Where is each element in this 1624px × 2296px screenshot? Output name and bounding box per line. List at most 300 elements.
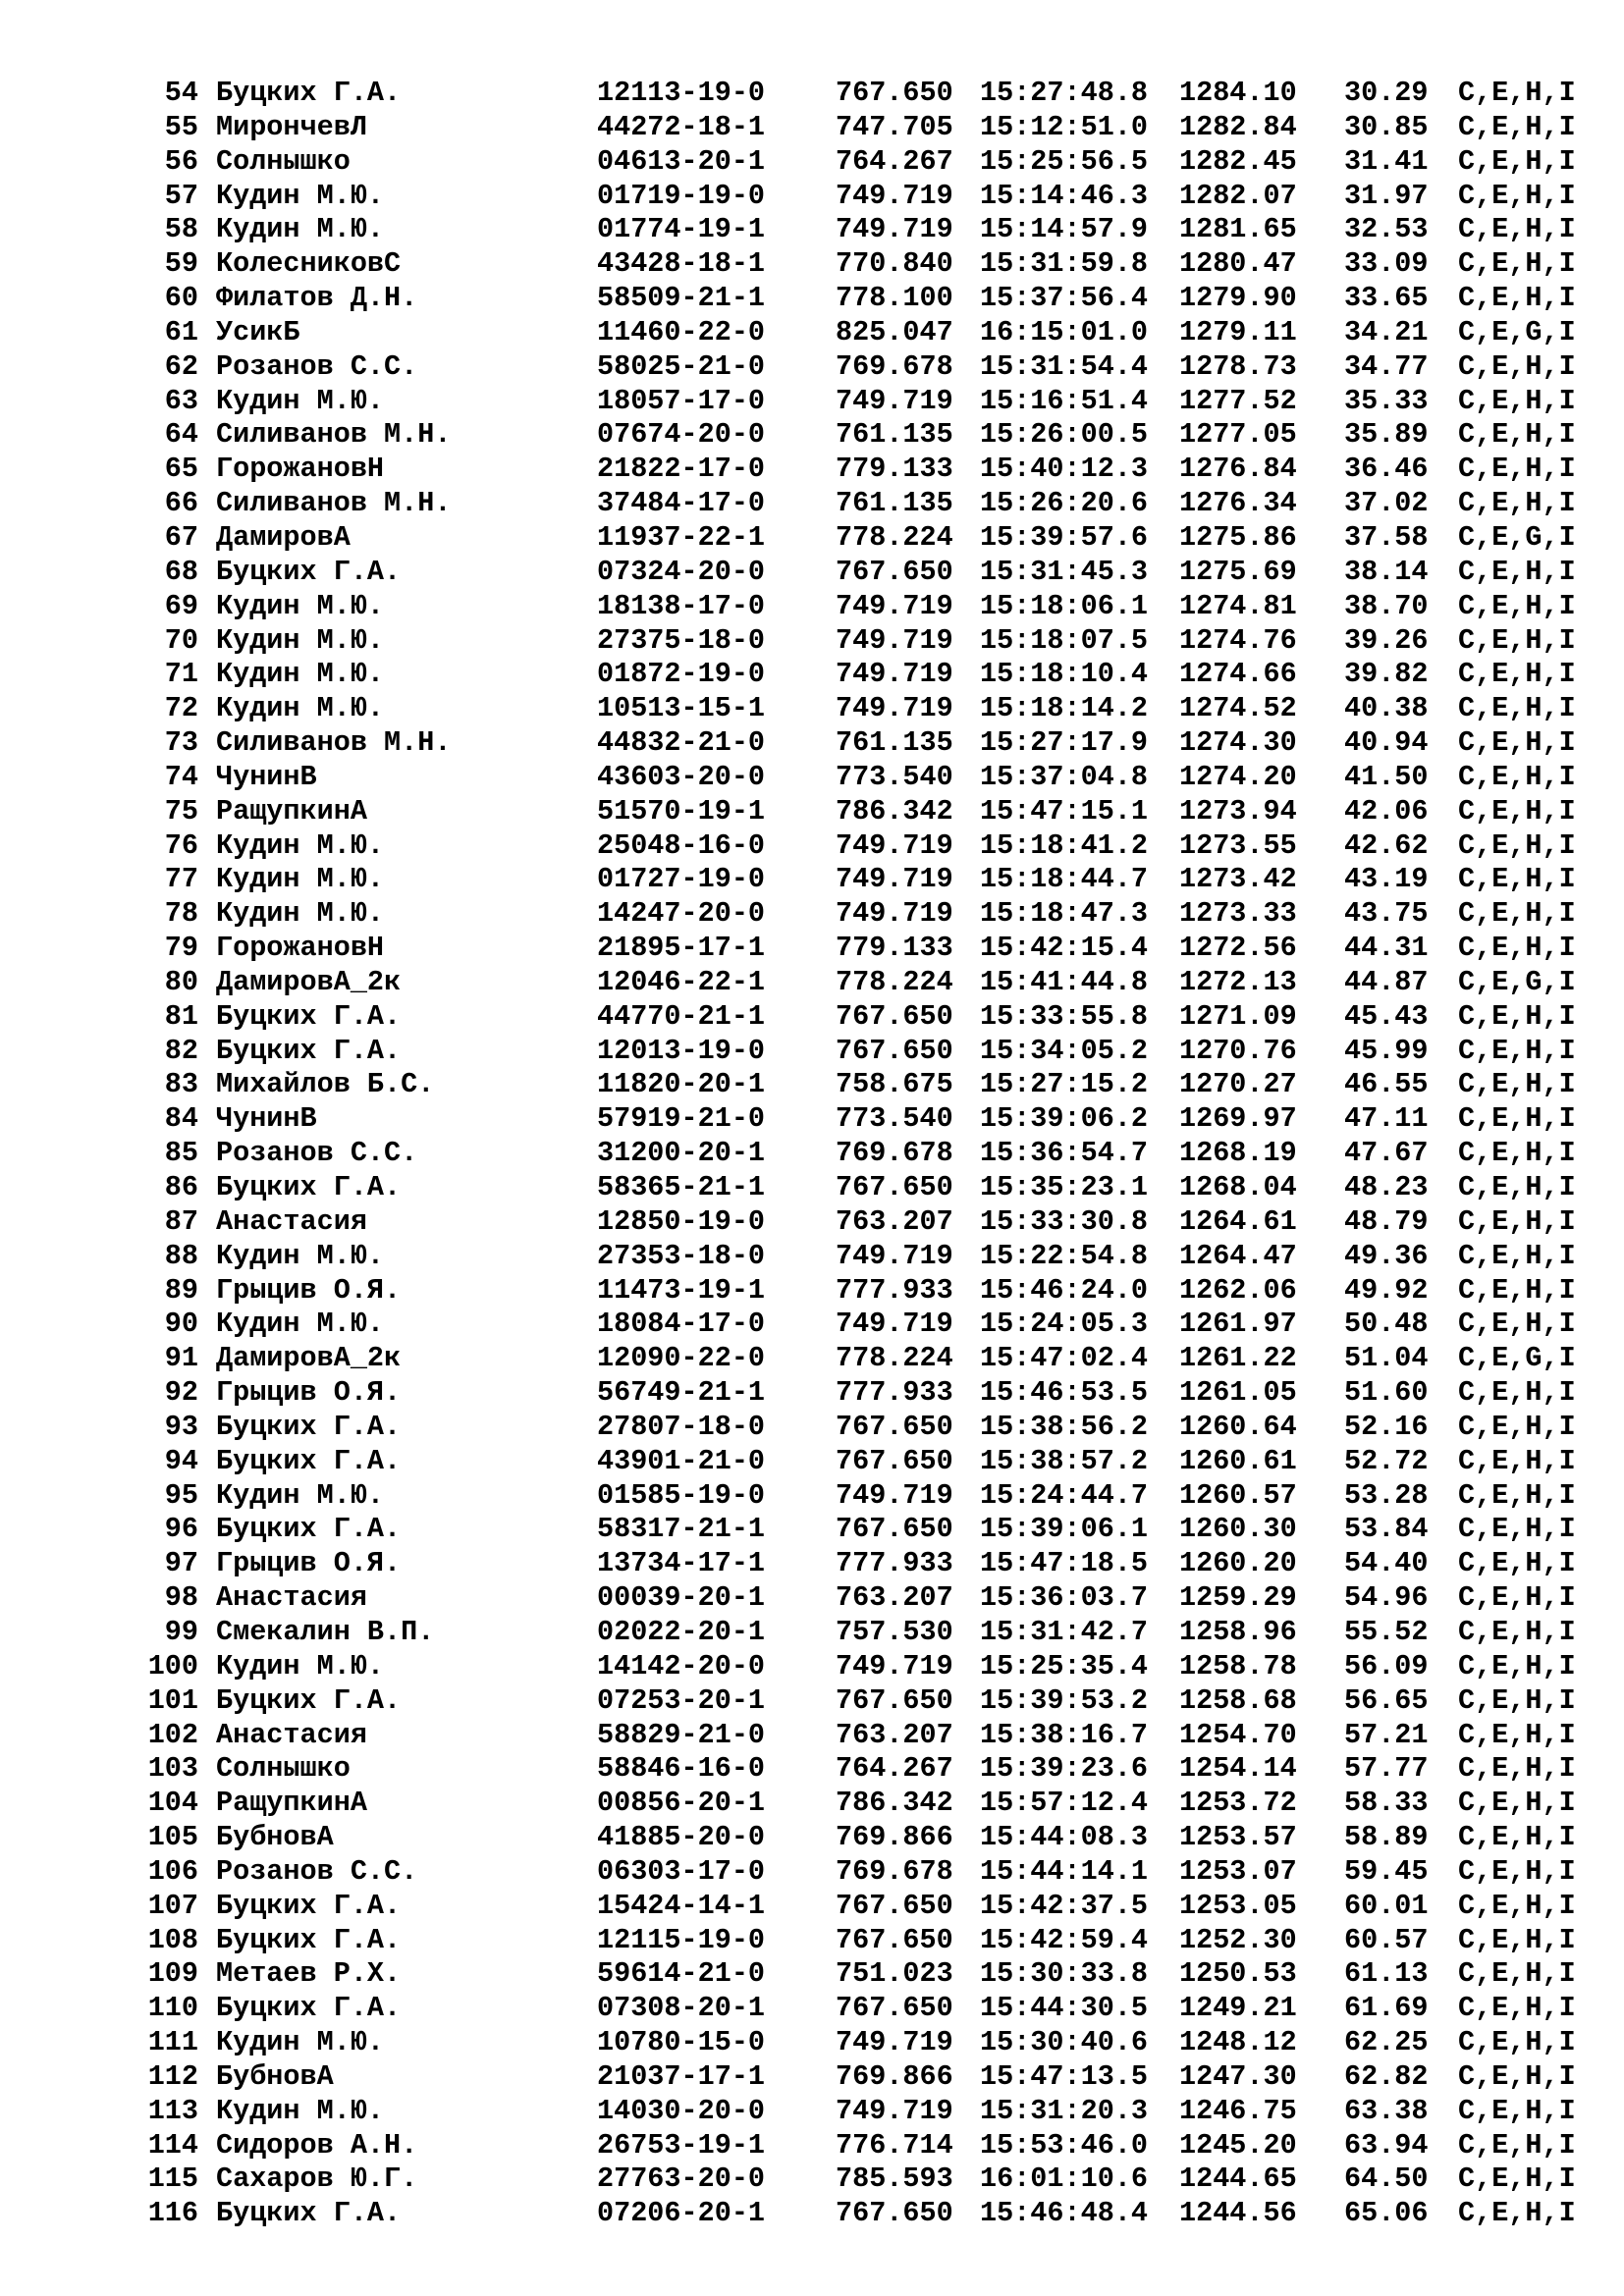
distance-value: 769.678 xyxy=(836,349,953,383)
arrival-time: 15:36:54.7 xyxy=(980,1137,1149,1170)
ring-number: 27375-18-0 xyxy=(597,623,766,657)
distance-value: 749.719 xyxy=(836,384,953,417)
percent-value: 37.02 xyxy=(1344,487,1429,520)
percent-value: 48.23 xyxy=(1344,1171,1429,1203)
result-row xyxy=(0,556,1624,590)
result-row xyxy=(0,1035,1624,1069)
distance-value: 749.719 xyxy=(836,213,953,246)
participant-name: Анастасия xyxy=(216,1204,367,1238)
place-number: 101 xyxy=(147,1683,198,1717)
arrival-time: 15:18:44.7 xyxy=(980,863,1149,896)
ring-number: 12850-19-0 xyxy=(597,1204,766,1238)
percent-value: 59.45 xyxy=(1344,1854,1429,1888)
participant-name: Кудин М.Ю. xyxy=(216,1308,385,1341)
percent-value: 43.19 xyxy=(1344,863,1429,896)
category-codes: C,E,H,I xyxy=(1458,1752,1576,1786)
ring-number: 41885-20-0 xyxy=(597,1821,766,1854)
arrival-time: 15:57:12.4 xyxy=(980,1787,1149,1820)
distance-value: 777.933 xyxy=(836,1376,953,1410)
place-number: 73 xyxy=(164,726,198,760)
percent-value: 41.50 xyxy=(1344,760,1429,793)
result-row xyxy=(0,2095,1624,2129)
speed-value: 1275.86 xyxy=(1179,520,1297,554)
percent-value: 49.92 xyxy=(1344,1273,1429,1307)
percent-value: 30.29 xyxy=(1344,77,1429,109)
place-number: 60 xyxy=(164,282,198,315)
percent-value: 61.13 xyxy=(1344,1957,1429,1991)
category-codes: C,E,H,I xyxy=(1458,1102,1576,1136)
ring-number: 58025-21-0 xyxy=(597,349,766,383)
place-number: 97 xyxy=(164,1547,198,1580)
speed-value: 1252.30 xyxy=(1179,1923,1297,1956)
result-row xyxy=(0,1957,1624,1992)
result-row xyxy=(0,590,1624,624)
result-row xyxy=(0,1411,1624,1445)
result-row xyxy=(0,1513,1624,1547)
place-number: 95 xyxy=(164,1478,198,1512)
participant-name: Буцких Г.А. xyxy=(216,999,402,1033)
category-codes: C,E,H,I xyxy=(1458,726,1576,760)
category-codes: C,E,H,I xyxy=(1458,1034,1576,1067)
distance-value: 785.593 xyxy=(836,2163,953,2196)
participant-name: Кудин М.Ю. xyxy=(216,1649,385,1682)
result-row xyxy=(0,1890,1624,1924)
category-codes: C,E,H,I xyxy=(1458,418,1576,452)
arrival-time: 16:15:01.0 xyxy=(980,315,1149,348)
participant-name: Смекалин В.П. xyxy=(216,1615,435,1648)
percent-value: 51.60 xyxy=(1344,1376,1429,1410)
arrival-time: 15:30:33.8 xyxy=(980,1957,1149,1991)
ring-number: 15424-14-1 xyxy=(597,1889,766,1922)
ring-number: 07308-20-1 xyxy=(597,1992,766,2025)
arrival-time: 15:38:57.2 xyxy=(980,1444,1149,1477)
participant-name: Буцких Г.А. xyxy=(216,1992,402,2025)
result-row xyxy=(0,1274,1624,1308)
place-number: 105 xyxy=(147,1821,198,1854)
speed-value: 1282.45 xyxy=(1179,144,1297,178)
category-codes: C,E,H,I xyxy=(1458,1410,1576,1443)
distance-value: 767.650 xyxy=(836,1683,953,1717)
speed-value: 1247.30 xyxy=(1179,2059,1297,2093)
speed-value: 1279.90 xyxy=(1179,282,1297,315)
arrival-time: 15:27:15.2 xyxy=(980,1068,1149,1101)
place-number: 84 xyxy=(164,1102,198,1136)
speed-value: 1274.20 xyxy=(1179,760,1297,793)
result-row xyxy=(0,1308,1624,1342)
ring-number: 43901-21-0 xyxy=(597,1444,766,1477)
result-row xyxy=(0,282,1624,316)
result-row xyxy=(0,1924,1624,1958)
distance-value: 749.719 xyxy=(836,1308,953,1341)
arrival-time: 15:39:06.1 xyxy=(980,1513,1149,1546)
distance-value: 749.719 xyxy=(836,828,953,862)
ring-number: 44272-18-1 xyxy=(597,110,766,143)
result-row xyxy=(0,1445,1624,1479)
percent-value: 54.96 xyxy=(1344,1581,1429,1615)
arrival-time: 15:39:23.6 xyxy=(980,1752,1149,1786)
result-row xyxy=(0,2129,1624,2163)
distance-value: 769.678 xyxy=(836,1137,953,1170)
ring-number: 44832-21-0 xyxy=(597,726,766,760)
place-number: 88 xyxy=(164,1239,198,1272)
result-row xyxy=(0,1787,1624,1821)
result-row xyxy=(0,897,1624,932)
participant-name: ГорожановН xyxy=(216,453,385,486)
percent-value: 56.65 xyxy=(1344,1683,1429,1717)
place-number: 61 xyxy=(164,315,198,348)
participant-name: Кудин М.Ю. xyxy=(216,2026,385,2059)
speed-value: 1279.11 xyxy=(1179,315,1297,348)
result-row xyxy=(0,1547,1624,1581)
distance-value: 767.650 xyxy=(836,1034,953,1067)
speed-value: 1260.57 xyxy=(1179,1478,1297,1512)
result-row xyxy=(0,761,1624,795)
percent-value: 53.28 xyxy=(1344,1478,1429,1512)
distance-value: 767.650 xyxy=(836,1444,953,1477)
speed-value: 1253.57 xyxy=(1179,1821,1297,1854)
result-row xyxy=(0,1240,1624,1274)
participant-name: Филатов Д.Н. xyxy=(216,282,418,315)
speed-value: 1246.75 xyxy=(1179,2094,1297,2127)
result-row xyxy=(0,624,1624,659)
speed-value: 1253.72 xyxy=(1179,1787,1297,1820)
distance-value: 778.224 xyxy=(836,1342,953,1375)
result-row xyxy=(0,1000,1624,1035)
category-codes: C,E,H,I xyxy=(1458,897,1576,931)
place-number: 104 xyxy=(147,1787,198,1820)
category-codes: C,E,H,I xyxy=(1458,999,1576,1033)
participant-name: Кудин М.Ю. xyxy=(216,589,385,622)
arrival-time: 15:38:16.7 xyxy=(980,1718,1149,1751)
ring-number: 12013-19-0 xyxy=(597,1034,766,1067)
percent-value: 50.48 xyxy=(1344,1308,1429,1341)
result-row xyxy=(0,145,1624,180)
category-codes: C,E,H,I xyxy=(1458,828,1576,862)
arrival-time: 15:31:59.8 xyxy=(980,247,1149,281)
distance-value: 749.719 xyxy=(836,1649,953,1682)
participant-name: Грыцив О.Я. xyxy=(216,1376,402,1410)
participant-name: Буцких Г.А. xyxy=(216,77,402,109)
category-codes: C,E,H,I xyxy=(1458,247,1576,281)
percent-value: 57.77 xyxy=(1344,1752,1429,1786)
category-codes: C,E,H,I xyxy=(1458,1137,1576,1170)
place-number: 79 xyxy=(164,932,198,965)
ring-number: 02022-20-1 xyxy=(597,1615,766,1648)
distance-value: 825.047 xyxy=(836,315,953,348)
place-number: 111 xyxy=(147,2026,198,2059)
percent-value: 33.65 xyxy=(1344,282,1429,315)
speed-value: 1258.96 xyxy=(1179,1615,1297,1648)
category-codes: C,E,H,I xyxy=(1458,1787,1576,1820)
ring-number: 58317-21-1 xyxy=(597,1513,766,1546)
participant-name: Кудин М.Ю. xyxy=(216,213,385,246)
arrival-time: 15:14:46.3 xyxy=(980,179,1149,212)
arrival-time: 15:37:56.4 xyxy=(980,282,1149,315)
arrival-time: 15:24:05.3 xyxy=(980,1308,1149,1341)
result-row xyxy=(0,1992,1624,2026)
ring-number: 21895-17-1 xyxy=(597,932,766,965)
place-number: 76 xyxy=(164,828,198,862)
participant-name: Буцких Г.А. xyxy=(216,1034,402,1067)
ring-number: 00039-20-1 xyxy=(597,1581,766,1615)
category-codes: C,E,H,I xyxy=(1458,2026,1576,2059)
speed-value: 1273.55 xyxy=(1179,828,1297,862)
speed-value: 1274.81 xyxy=(1179,589,1297,622)
result-row xyxy=(0,213,1624,247)
arrival-time: 15:47:13.5 xyxy=(980,2059,1149,2093)
percent-value: 30.85 xyxy=(1344,110,1429,143)
result-row xyxy=(0,1650,1624,1684)
speed-value: 1277.05 xyxy=(1179,418,1297,452)
place-number: 108 xyxy=(147,1923,198,1956)
participant-name: РащупкинА xyxy=(216,794,367,828)
result-row xyxy=(0,2026,1624,2060)
category-codes: C,E,H,I xyxy=(1458,1581,1576,1615)
participant-name: Буцких Г.А. xyxy=(216,2197,402,2230)
participant-name: Солнышко xyxy=(216,144,351,178)
category-codes: C,E,H,I xyxy=(1458,384,1576,417)
arrival-time: 15:44:08.3 xyxy=(980,1821,1149,1854)
category-codes: C,E,G,I xyxy=(1458,965,1576,998)
distance-value: 779.133 xyxy=(836,453,953,486)
category-codes: C,E,H,I xyxy=(1458,110,1576,143)
percent-value: 40.94 xyxy=(1344,726,1429,760)
speed-value: 1260.61 xyxy=(1179,1444,1297,1477)
participant-name: Кудин М.Ю. xyxy=(216,623,385,657)
speed-value: 1250.53 xyxy=(1179,1957,1297,1991)
distance-value: 749.719 xyxy=(836,589,953,622)
arrival-time: 15:26:00.5 xyxy=(980,418,1149,452)
speed-value: 1277.52 xyxy=(1179,384,1297,417)
participant-name: Розанов С.С. xyxy=(216,1137,418,1170)
arrival-time: 15:42:37.5 xyxy=(980,1889,1149,1922)
participant-name: ЧунинВ xyxy=(216,760,317,793)
participant-name: ДамировА_2к xyxy=(216,1342,402,1375)
speed-value: 1262.06 xyxy=(1179,1273,1297,1307)
ring-number: 58509-21-1 xyxy=(597,282,766,315)
ring-number: 21037-17-1 xyxy=(597,2059,766,2093)
distance-value: 786.342 xyxy=(836,794,953,828)
result-row xyxy=(0,111,1624,145)
place-number: 56 xyxy=(164,144,198,178)
speed-value: 1272.13 xyxy=(1179,965,1297,998)
percent-value: 39.82 xyxy=(1344,658,1429,691)
distance-value: 749.719 xyxy=(836,1239,953,1272)
ring-number: 14030-20-0 xyxy=(597,2094,766,2127)
place-number: 87 xyxy=(164,1204,198,1238)
speed-value: 1264.47 xyxy=(1179,1239,1297,1272)
arrival-time: 15:33:30.8 xyxy=(980,1204,1149,1238)
result-row xyxy=(0,932,1624,966)
percent-value: 63.94 xyxy=(1344,2128,1429,2162)
category-codes: C,E,H,I xyxy=(1458,760,1576,793)
ring-number: 27353-18-0 xyxy=(597,1239,766,1272)
place-number: 83 xyxy=(164,1068,198,1101)
speed-value: 1273.42 xyxy=(1179,863,1297,896)
speed-value: 1274.52 xyxy=(1179,692,1297,725)
arrival-time: 15:39:57.6 xyxy=(980,520,1149,554)
percent-value: 44.87 xyxy=(1344,965,1429,998)
result-row xyxy=(0,829,1624,864)
ring-number: 11820-20-1 xyxy=(597,1068,766,1101)
arrival-time: 15:18:14.2 xyxy=(980,692,1149,725)
ring-number: 07324-20-0 xyxy=(597,555,766,588)
speed-value: 1278.73 xyxy=(1179,349,1297,383)
participant-name: Сахаров Ю.Г. xyxy=(216,2163,418,2196)
result-row xyxy=(0,2197,1624,2231)
arrival-time: 15:53:46.0 xyxy=(980,2128,1149,2162)
place-number: 67 xyxy=(164,520,198,554)
ring-number: 18084-17-0 xyxy=(597,1308,766,1341)
speed-value: 1284.10 xyxy=(1179,77,1297,109)
speed-value: 1282.84 xyxy=(1179,110,1297,143)
place-number: 80 xyxy=(164,965,198,998)
ring-number: 18138-17-0 xyxy=(597,589,766,622)
percent-value: 52.16 xyxy=(1344,1410,1429,1443)
participant-name: ЧунинВ xyxy=(216,1102,317,1136)
ring-number: 59614-21-0 xyxy=(597,1957,766,1991)
place-number: 65 xyxy=(164,453,198,486)
participant-name: Силиванов М.Н. xyxy=(216,418,452,452)
place-number: 62 xyxy=(164,349,198,383)
ring-number: 58829-21-0 xyxy=(597,1718,766,1751)
result-row xyxy=(0,180,1624,214)
speed-value: 1276.84 xyxy=(1179,453,1297,486)
ring-number: 01585-19-0 xyxy=(597,1478,766,1512)
arrival-time: 15:31:42.7 xyxy=(980,1615,1149,1648)
participant-name: Силиванов М.Н. xyxy=(216,487,452,520)
category-codes: C,E,H,I xyxy=(1458,77,1576,109)
participant-name: Метаев Р.Х. xyxy=(216,1957,402,1991)
category-codes: C,E,H,I xyxy=(1458,1547,1576,1580)
place-number: 116 xyxy=(147,2197,198,2230)
arrival-time: 15:36:03.7 xyxy=(980,1581,1149,1615)
arrival-time: 15:41:44.8 xyxy=(980,965,1149,998)
ring-number: 13734-17-1 xyxy=(597,1547,766,1580)
category-codes: C,E,H,I xyxy=(1458,1513,1576,1546)
category-codes: C,E,H,I xyxy=(1458,589,1576,622)
speed-value: 1249.21 xyxy=(1179,1992,1297,2025)
result-row xyxy=(0,350,1624,385)
result-row xyxy=(0,521,1624,556)
category-codes: C,E,G,I xyxy=(1458,520,1576,554)
category-codes: C,E,H,I xyxy=(1458,863,1576,896)
speed-value: 1282.07 xyxy=(1179,179,1297,212)
distance-value: 767.650 xyxy=(836,2197,953,2230)
category-codes: C,E,H,I xyxy=(1458,1068,1576,1101)
speed-value: 1268.19 xyxy=(1179,1137,1297,1170)
category-codes: C,E,H,I xyxy=(1458,555,1576,588)
arrival-time: 15:47:15.1 xyxy=(980,794,1149,828)
participant-name: Грыцив О.Я. xyxy=(216,1273,402,1307)
distance-value: 749.719 xyxy=(836,2094,953,2127)
result-row xyxy=(0,1719,1624,1753)
place-number: 57 xyxy=(164,179,198,212)
distance-value: 778.224 xyxy=(836,965,953,998)
place-number: 66 xyxy=(164,487,198,520)
participant-name: Кудин М.Ю. xyxy=(216,897,385,931)
distance-value: 764.267 xyxy=(836,1752,953,1786)
ring-number: 11473-19-1 xyxy=(597,1273,766,1307)
distance-value: 749.719 xyxy=(836,863,953,896)
category-codes: C,E,H,I xyxy=(1458,2163,1576,2196)
percent-value: 37.58 xyxy=(1344,520,1429,554)
ring-number: 06303-17-0 xyxy=(597,1854,766,1888)
place-number: 94 xyxy=(164,1444,198,1477)
arrival-time: 15:44:14.1 xyxy=(980,1854,1149,1888)
category-codes: C,E,H,I xyxy=(1458,623,1576,657)
speed-value: 1274.76 xyxy=(1179,623,1297,657)
participant-name: КолесниковС xyxy=(216,247,402,281)
result-row xyxy=(0,316,1624,350)
ring-number: 12115-19-0 xyxy=(597,1923,766,1956)
participant-name: Анастасия xyxy=(216,1718,367,1751)
category-codes: C,E,H,I xyxy=(1458,2059,1576,2093)
participant-name: Анастасия xyxy=(216,1581,367,1615)
distance-value: 758.675 xyxy=(836,1068,953,1101)
arrival-time: 15:47:18.5 xyxy=(980,1547,1149,1580)
distance-value: 767.650 xyxy=(836,77,953,109)
distance-value: 749.719 xyxy=(836,658,953,691)
ring-number: 43428-18-1 xyxy=(597,247,766,281)
place-number: 113 xyxy=(147,2094,198,2127)
category-codes: C,E,H,I xyxy=(1458,1204,1576,1238)
result-row xyxy=(0,487,1624,521)
percent-value: 45.43 xyxy=(1344,999,1429,1033)
distance-value: 761.135 xyxy=(836,487,953,520)
ring-number: 31200-20-1 xyxy=(597,1137,766,1170)
percent-value: 42.06 xyxy=(1344,794,1429,828)
participant-name: Кудин М.Ю. xyxy=(216,658,385,691)
place-number: 81 xyxy=(164,999,198,1033)
distance-value: 778.100 xyxy=(836,282,953,315)
distance-value: 767.650 xyxy=(836,1171,953,1203)
place-number: 90 xyxy=(164,1308,198,1341)
participant-name: Буцких Г.А. xyxy=(216,555,402,588)
place-number: 109 xyxy=(147,1957,198,1991)
ring-number: 01719-19-0 xyxy=(597,179,766,212)
place-number: 55 xyxy=(164,110,198,143)
arrival-time: 15:40:12.3 xyxy=(980,453,1149,486)
arrival-time: 15:27:17.9 xyxy=(980,726,1149,760)
category-codes: C,E,H,I xyxy=(1458,282,1576,315)
ring-number: 21822-17-0 xyxy=(597,453,766,486)
distance-value: 769.866 xyxy=(836,1821,953,1854)
percent-value: 57.21 xyxy=(1344,1718,1429,1751)
arrival-time: 15:46:53.5 xyxy=(980,1376,1149,1410)
speed-value: 1274.66 xyxy=(1179,658,1297,691)
speed-value: 1260.30 xyxy=(1179,1513,1297,1546)
category-codes: C,E,H,I xyxy=(1458,1923,1576,1956)
place-number: 59 xyxy=(164,247,198,281)
result-row xyxy=(0,1855,1624,1890)
percent-value: 61.69 xyxy=(1344,1992,1429,2025)
result-row xyxy=(0,1205,1624,1240)
ring-number: 10780-15-0 xyxy=(597,2026,766,2059)
category-codes: C,E,H,I xyxy=(1458,2128,1576,2162)
speed-value: 1253.07 xyxy=(1179,1854,1297,1888)
arrival-time: 15:31:54.4 xyxy=(980,349,1149,383)
speed-value: 1270.27 xyxy=(1179,1068,1297,1101)
percent-value: 47.67 xyxy=(1344,1137,1429,1170)
place-number: 99 xyxy=(164,1615,198,1648)
category-codes: C,E,H,I xyxy=(1458,658,1576,691)
result-row xyxy=(0,658,1624,692)
category-codes: C,E,H,I xyxy=(1458,1683,1576,1717)
arrival-time: 15:25:35.4 xyxy=(980,1649,1149,1682)
ring-number: 27807-18-0 xyxy=(597,1410,766,1443)
result-row xyxy=(0,726,1624,761)
